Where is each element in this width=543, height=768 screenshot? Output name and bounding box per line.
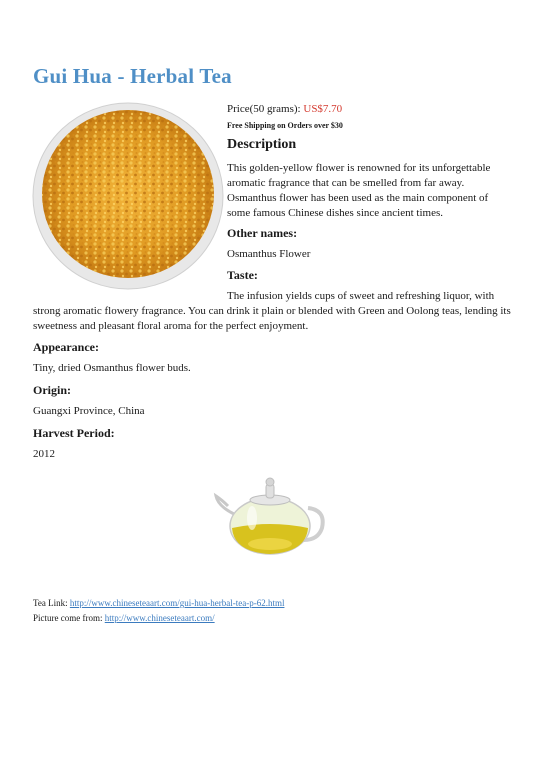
taste-heading: Taste: bbox=[227, 268, 258, 282]
picture-source-line bbox=[33, 613, 215, 623]
description-line: Osmanthus flower has been used as the main component of bbox=[227, 192, 489, 204]
appearance-heading: Appearance: bbox=[33, 340, 99, 354]
tea-link[interactable]: http://www.chineseteaart.com/gui-hua-herbal-tea-p-62.html bbox=[69, 598, 285, 608]
description-line: This golden-yellow flower is renowned for its unforgettable bbox=[227, 162, 491, 174]
taste-text bbox=[33, 289, 513, 334]
description-line: some famous Chinese dishes since ancient times. bbox=[227, 207, 443, 219]
taste-line: sweetness and pleasant floral aroma for the perfect enjoyment. bbox=[33, 320, 309, 332]
shipping-note: Free Shipping on Orders over $30 bbox=[227, 121, 343, 130]
page-title: Gui Hua - Herbal Tea bbox=[33, 64, 232, 88]
tea-link-line bbox=[33, 598, 284, 608]
glass-teapot-photo bbox=[212, 470, 330, 558]
other-names-text: Osmanthus Flower bbox=[227, 248, 311, 260]
origin-text: Guangxi Province, China bbox=[33, 405, 145, 417]
osmanthus-bowl-photo bbox=[30, 98, 226, 294]
description-text bbox=[227, 161, 507, 221]
picture-source-label: Picture come from: bbox=[33, 613, 103, 623]
taste-line: strong aromatic flowery fragrance. You can drink it plain or blended with Green and Oolong teas, lending its bbox=[33, 305, 511, 317]
price-line bbox=[227, 103, 342, 115]
price-value: US$7.70 bbox=[303, 103, 343, 115]
description-line: aromatic fragrance that can be smelled from far away. bbox=[227, 177, 465, 189]
other-names-heading: Other names: bbox=[227, 226, 298, 240]
price-label: Price(50 grams): bbox=[227, 103, 301, 115]
harvest-text: 2012 bbox=[33, 448, 55, 460]
origin-heading: Origin: bbox=[33, 383, 71, 397]
taste-line: The infusion yields cups of sweet and refreshing liquor, with bbox=[227, 290, 495, 302]
harvest-heading: Harvest Period: bbox=[33, 426, 115, 440]
appearance-text: Tiny, dried Osmanthus flower buds. bbox=[33, 362, 191, 374]
description-heading: Description bbox=[227, 137, 297, 152]
picture-source-link[interactable]: http://www.chineseteaart.com/ bbox=[104, 613, 215, 623]
tea-link-label: Tea Link: bbox=[33, 598, 68, 608]
